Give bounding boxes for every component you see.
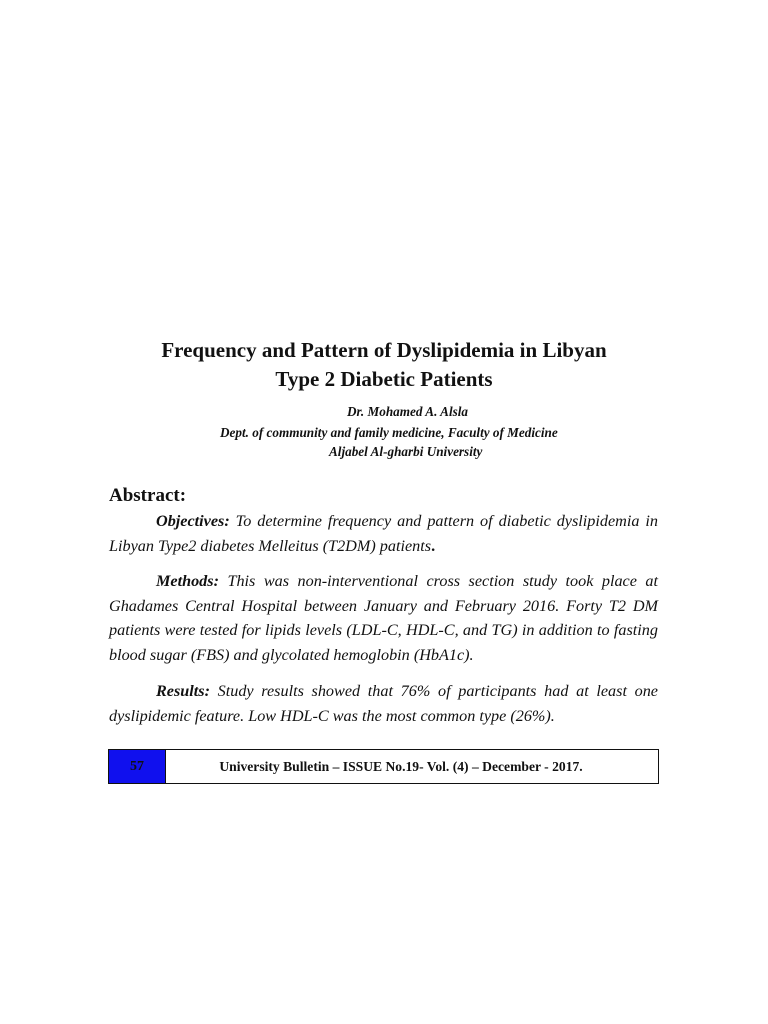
- paper-title-line-2: Type 2 Diabetic Patients: [275, 367, 493, 391]
- author-university: Aljabel Al-gharbi University: [329, 444, 483, 459]
- abstract-heading: Abstract:: [109, 485, 187, 506]
- objectives-text: To determine frequency and pattern of diabetic dyslipidemia in Libyan Type2 diabetes Melleitus (T2DM) patients: [109, 512, 658, 555]
- author-department: Dept. of community and family medicine, Faculty of Medicine: [220, 425, 558, 440]
- abstract-results-paragraph: [109, 679, 658, 728]
- methods-label: Methods:: [156, 572, 219, 590]
- results-label: Results:: [156, 682, 210, 700]
- abstract-methods-paragraph: [109, 569, 658, 667]
- abstract-objectives-paragraph: [109, 509, 658, 558]
- objectives-label: Objectives:: [156, 512, 230, 530]
- page-footer: [108, 749, 659, 784]
- paper-title-line-1: Frequency and Pattern of Dyslipidemia in Libyan: [161, 338, 607, 362]
- journal-citation: University Bulletin – ISSUE No.19- Vol. (4) – December - 2017.: [219, 758, 583, 774]
- author-name: Dr. Mohamed A. Alsla: [347, 404, 469, 419]
- abstract-results-region: [109, 679, 658, 728]
- results-text: Study results showed that 76% of participants had at least one dyslipidemic feature. Low HDL-C was the most common type (26%).: [109, 682, 658, 725]
- objectives-period: .: [431, 536, 436, 555]
- page-number-box: 57: [109, 750, 166, 783]
- methods-text: This was non-interventional cross section study took place at Ghadames Central Hospital between January and February 2016. Forty T2 DM patients were tested for lipids levels (LDL-C, HDL-C, and TG) in addition to fasting blood sugar (FBS) and glycolated hemoglobin (HbA1c).: [109, 572, 658, 664]
